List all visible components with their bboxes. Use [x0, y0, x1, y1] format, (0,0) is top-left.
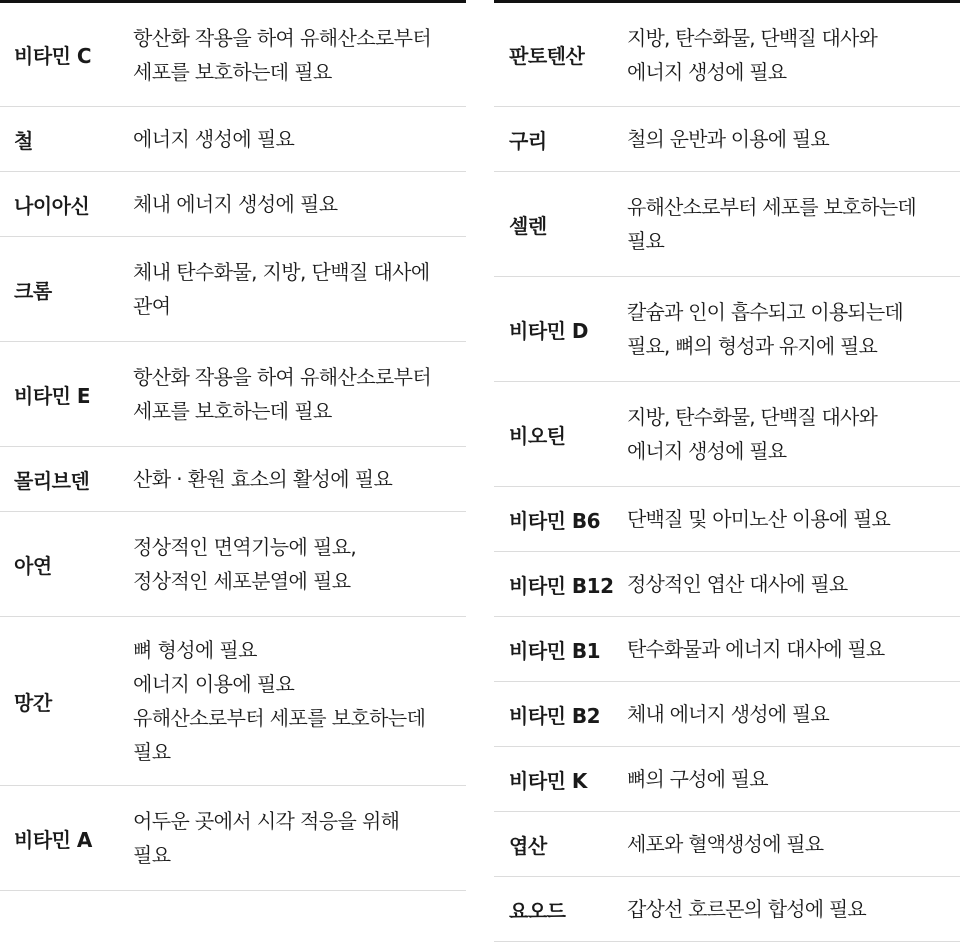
table-row	[494, 382, 960, 487]
nutrient-name: 나이아신	[14, 193, 90, 218]
nutrient-name: 판토텐산	[509, 44, 585, 68]
table-row	[494, 617, 960, 682]
nutrient-function: 갑상선 호르몬의 합성에 필요	[627, 897, 866, 921]
nutrient-name: 셀렌	[509, 213, 547, 238]
nutrient-function: 체내 에너지 생성에 필요	[627, 702, 829, 726]
nutrient-function: 뼈의 구성에 필요	[627, 767, 768, 791]
nutrient-name: 비타민 K	[509, 768, 587, 793]
table-row	[0, 617, 466, 786]
nutrient-function: 정상적인 엽산 대사에 필요	[627, 572, 848, 596]
nutrient-name: 비타민 A	[14, 827, 92, 852]
table-row	[494, 552, 960, 617]
table-row	[494, 682, 960, 747]
table-row	[0, 172, 466, 237]
nutrient-name: 엽산	[509, 833, 547, 858]
nutrient-name: 아연	[14, 553, 52, 578]
nutrient-name: 비타민 D	[509, 318, 589, 343]
nutrient-function: 항산화 작용을 하여 유해산소로부터 세포를 보호하는데 필요	[133, 365, 432, 423]
table-row	[0, 512, 466, 617]
table-row	[494, 877, 960, 942]
nutrient-name: 비타민 B12	[509, 573, 614, 598]
nutrient-function: 철의 운반과 이용에 필요	[627, 127, 829, 151]
nutrient-function: 체내 탄수화물, 지방, 단백질 대사에 관여	[133, 260, 430, 318]
nutrient-function: 체내 에너지 생성에 필요	[133, 192, 338, 216]
nutrient-name: 망간	[14, 690, 52, 715]
nutrient-function: 탄수화물과 에너지 대사에 필요	[627, 637, 885, 661]
table-row	[494, 277, 960, 382]
nutrient-function: 정상적인 면역기능에 필요, 정상적인 세포분열에 필요	[133, 535, 357, 593]
nutrient-name: 몰리브덴	[14, 468, 90, 493]
table-row	[0, 3, 466, 107]
nutrient-function: 지방, 탄수화물, 단백질 대사와 에너지 생성에 필요	[627, 25, 878, 84]
nutrient-name: 구리	[509, 128, 547, 153]
nutrient-name: 비타민 B1	[509, 638, 601, 663]
nutrient-table-right	[494, 0, 960, 942]
nutrient-function: 항산화 작용을 하여 유해산소로부터 세포를 보호하는데 필요	[133, 25, 432, 84]
table-row	[494, 747, 960, 812]
table-row	[0, 786, 466, 891]
nutrient-name: 비타민 B2	[509, 703, 601, 728]
nutrient-function: 단백질 및 아미노산 이용에 필요	[627, 507, 890, 531]
table-row	[494, 172, 960, 277]
table-row	[0, 447, 466, 512]
nutrient-function: 뼈 형성에 필요 에너지 이용에 필요 유해산소로부터 세포를 보호하는데 필요	[133, 638, 426, 764]
table-row	[0, 107, 466, 172]
table-row	[0, 237, 466, 342]
nutrient-name: 크롬	[14, 278, 52, 303]
nutrient-name: 비타민 E	[14, 383, 91, 408]
nutrient-function: 칼슘과 인이 흡수되고 이용되는데 필요, 뼈의 형성과 유지에 필요	[627, 300, 903, 358]
nutrient-function: 에너지 생성에 필요	[133, 127, 295, 151]
nutrient-function: 세포와 혈액생성에 필요	[627, 832, 824, 856]
nutrient-function: 지방, 탄수화물, 단백질 대사와 에너지 생성에 필요	[627, 405, 878, 463]
table-row	[494, 3, 960, 107]
table-row	[494, 107, 960, 172]
nutrient-table-left	[0, 0, 466, 891]
nutrient-function: 유해산소로부터 세포를 보호하는데 필요	[627, 195, 916, 253]
nutrient-name: 비오틴	[509, 423, 566, 448]
table-row	[494, 812, 960, 877]
nutrient-name: 철	[14, 128, 33, 153]
nutrient-name: 비타민 C	[14, 44, 92, 68]
nutrient-name: 요오드	[509, 898, 566, 923]
nutrient-function: 어두운 곳에서 시각 적응을 위해 필요	[133, 809, 400, 867]
table-row	[494, 487, 960, 552]
nutrient-name: 비타민 B6	[509, 508, 601, 533]
table-row	[0, 342, 466, 447]
nutrient-function: 산화 · 환원 효소의 활성에 필요	[133, 467, 393, 491]
